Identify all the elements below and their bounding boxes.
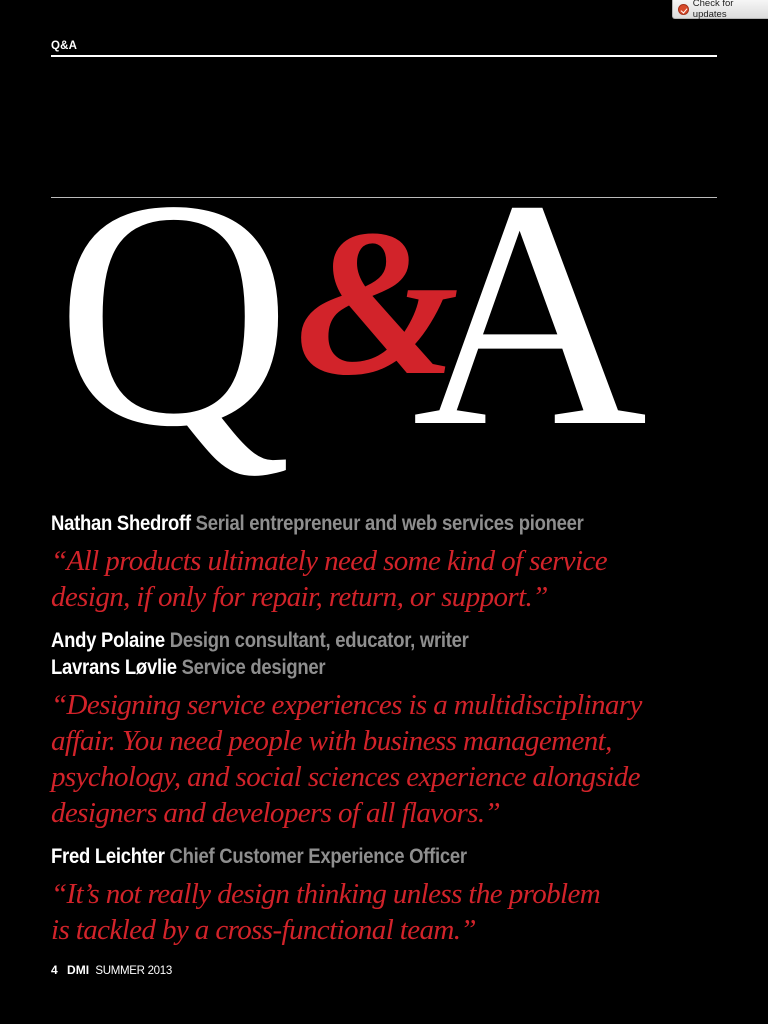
pull-quote — [51, 687, 642, 831]
speaker-role: Design consultant, educator, writer — [169, 629, 469, 652]
speaker-line — [51, 629, 469, 653]
quote-line: is tackled by a cross-functional team.” — [51, 914, 476, 946]
speaker-role: Serial entrepreneur and web services pioneer — [195, 512, 584, 535]
check-for-updates-button[interactable] — [672, 0, 768, 19]
section-label: Q&A — [51, 40, 78, 52]
page-footer — [51, 963, 172, 977]
page-number: 4 — [51, 963, 58, 977]
quote-line: “It’s not really design thinking unless the problem — [51, 878, 601, 910]
quote-line: designers and developers of all flavors.” — [51, 797, 501, 829]
header-rule — [51, 55, 717, 57]
quote-line: affair. You need people with business management, — [51, 725, 612, 757]
quote-line: “Designing service experiences is a multidisciplinary — [51, 689, 642, 721]
speaker-line — [51, 656, 325, 680]
pull-quote — [51, 543, 607, 615]
speaker-line — [51, 512, 584, 536]
speaker-name: Nathan Shedroff — [51, 512, 191, 535]
title-q-letter: Q — [56, 132, 292, 494]
speaker-name: Fred Leichter — [51, 845, 165, 868]
speaker-name: Andy Polaine — [51, 629, 165, 652]
title-a-letter: A — [412, 132, 648, 494]
speaker-role: Service designer — [181, 656, 326, 679]
speaker-name: Lavrans Løvlie — [51, 656, 177, 679]
pull-quote — [51, 876, 600, 948]
quote-line: psychology, and social sciences experience alongside — [51, 761, 640, 793]
update-badge-icon — [678, 4, 689, 15]
magazine-name: DMI — [67, 963, 90, 977]
quote-line: design, if only for repair, return, or support.” — [51, 581, 548, 613]
check-for-updates-label: Check for updates — [692, 0, 734, 20]
quote-line: “All products ultimately need some kind of service — [51, 545, 608, 577]
speaker-line — [51, 845, 467, 869]
issue-label: SUMMER 2013 — [95, 965, 172, 977]
title-ampersand: & — [296, 187, 460, 419]
speaker-role: Chief Customer Experience Officer — [169, 845, 467, 868]
